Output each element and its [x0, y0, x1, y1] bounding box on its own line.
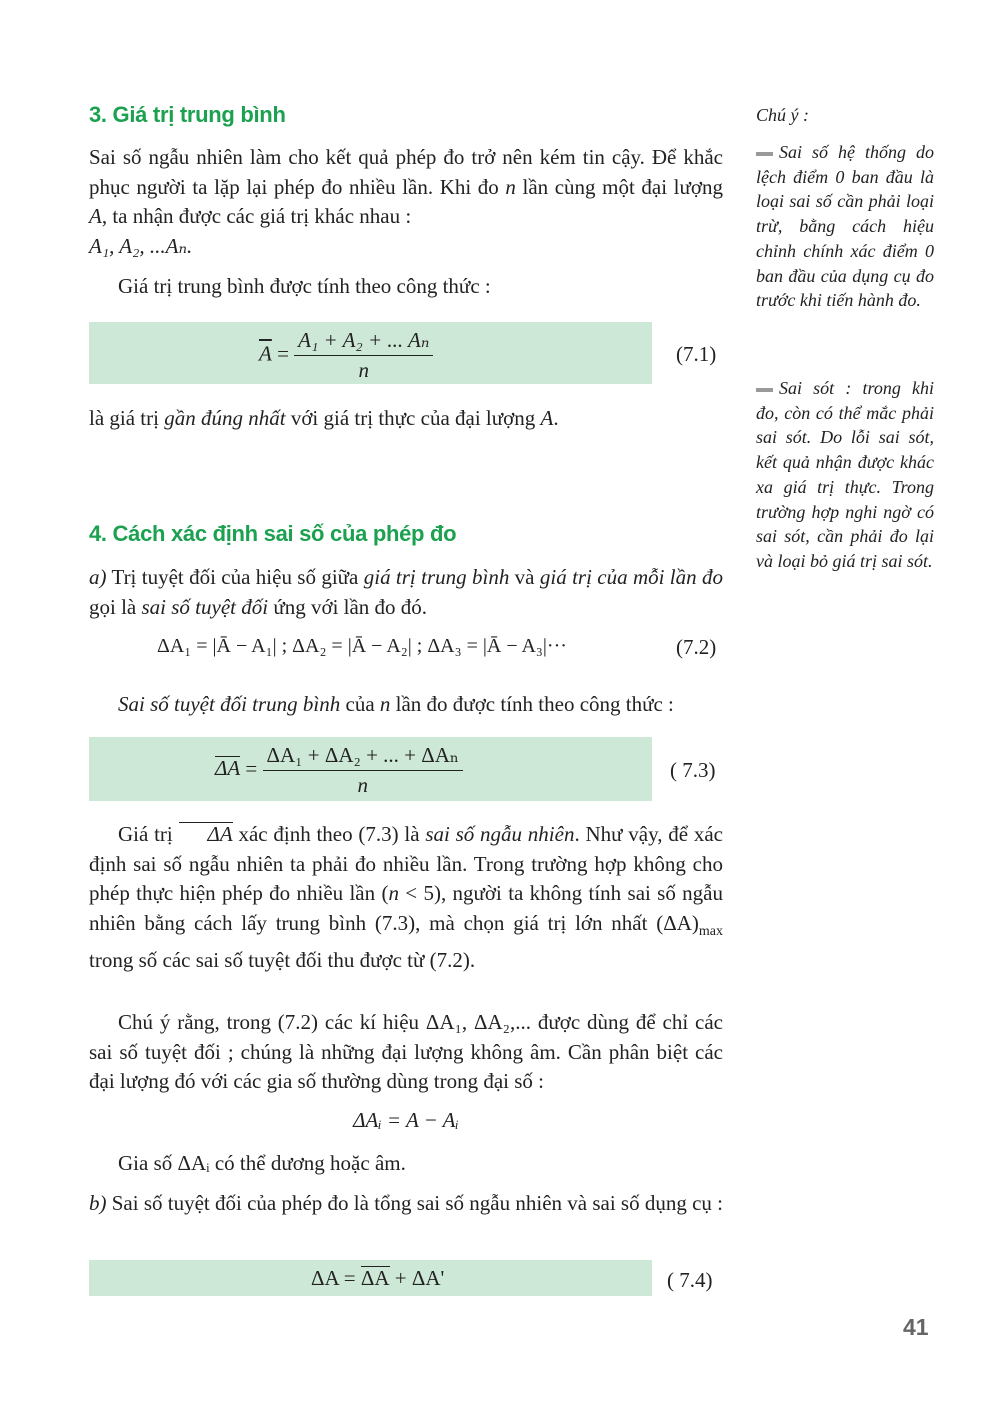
text: của — [340, 692, 380, 716]
text: + ΔA' — [389, 1266, 445, 1290]
text: . — [553, 406, 559, 430]
var-n: n — [388, 881, 399, 905]
equation-number: ( 7.4) — [667, 1268, 713, 1292]
var-n: n — [379, 692, 391, 716]
text: . Như vậy, để xác định sai số ngẫu nhiên ta phải đo nhiều lần. Trong trường hợp không cho phép thực hiện phép đo nhiều lần ( — [89, 822, 724, 905]
emphasis: Sai số tuyệt đối trung bình — [118, 692, 341, 716]
sidebar-note-mistakes — [756, 376, 934, 574]
paragraph-b — [89, 1189, 723, 1219]
denominator: n — [357, 773, 369, 797]
mean-error-symbol: ΔA — [360, 1266, 390, 1290]
mean-symbol: $\overline{A}$ — [259, 341, 272, 366]
text: Sai số ngẫu nhiên làm cho kết quả phép đo trở nên kém tin cậy. Để khắc phục người ta lặp lại phép đo nhiều lần. Khi đo — [89, 145, 723, 199]
mean-error-symbol: ΔA — [179, 822, 233, 846]
note-text: Sai sót : trong khi đo, còn có thể mắc phải sai sót. Do lỗi sai sót, kết quả nhận được khác xa giá trị thực. Trong trường hợp nghi ngờ có sai sót, cần phải đo lại và loại bỏ giá trị sai sót. — [756, 378, 934, 571]
item-label: a) — [89, 565, 107, 589]
dash-bullet-icon — [756, 152, 773, 156]
var-A: A — [540, 406, 554, 430]
subscript-max: max — [698, 923, 723, 939]
dash-bullet-icon — [756, 388, 773, 392]
formula-7-2: ΔA₁ = |Ā − A₁| ; ΔA₂ = |Ā − A₂| ; ΔA₃ = |Ā − A₃|··· — [157, 635, 567, 657]
note-text: Sai số hệ thống do lệch điểm 0 ban đầu là loại sai số cần phải loại trừ, bằng cách hiệu chỉnh chính xác điểm 0 ban đầu của dụng cụ đo trước khi tiến hành đo. — [756, 142, 934, 311]
values-list: A₁, A₂, ...Aₙ. — [89, 233, 193, 258]
paragraph-note-increments: Chú ý rằng, trong (7.2) các kí hiệu ΔA₁, ΔA₂,... được dùng để chỉ các sai số tuyệt đối ; chúng là những đại lượng không âm. Cần phân biệt các đại lượng đó với các gia số thường dùng trong đại số : — [89, 1010, 723, 1093]
page-number: 41 — [903, 1314, 929, 1340]
text: trong số các sai số tuyệt đối thu được từ (7.2). — [89, 948, 476, 972]
text: Trị tuyệt đối của hiệu số giữa — [106, 565, 364, 589]
text: < 5), người ta không tính sai số ngẫu nhiên bằng cách lấy trung bình (7.3), mà chọn giá trị lớn nhất (ΔA) — [89, 881, 724, 935]
emphasis: sai số ngẫu nhiên — [425, 822, 575, 846]
emphasis: sai số tuyệt đối — [141, 594, 269, 619]
formula-7-4 — [311, 1266, 444, 1291]
formula-box-7-4 — [89, 1260, 652, 1296]
text: Sai số tuyệt đối của phép đo là tổng sai số ngẫu nhiên và sai số dụng cụ : — [106, 1191, 723, 1215]
emphasis: gần đúng nhất — [164, 406, 286, 430]
equation-number: (7.1) — [676, 342, 717, 366]
paragraph-increment-sign: Gia số ΔAᵢ có thể dương hoặc âm. — [118, 1151, 406, 1175]
text: xác định theo (7.3) là — [232, 822, 426, 846]
var-n: n — [505, 174, 516, 199]
text: với giá trị thực của đại lượng — [285, 406, 541, 430]
section-heading-mean-value: 3. Giá trị trung bình — [89, 102, 286, 127]
numerator: ΔA₁ + ΔA₂ + ... + ΔAₙ — [263, 743, 464, 771]
text: lần cùng một đại lượng — [515, 174, 723, 199]
text: Giá trị — [118, 822, 179, 846]
emphasis: giá trị trung bình — [363, 565, 510, 589]
text: ứng với lần đo đó. — [268, 594, 428, 619]
paragraph-closest-value — [89, 404, 723, 434]
text: và — [509, 565, 540, 589]
formula-box-7-1 — [89, 322, 652, 384]
text: ΔA = — [311, 1266, 361, 1290]
paragraph-intro — [89, 143, 723, 261]
item-label: b) — [89, 1191, 107, 1215]
mean-error-symbol: ΔA — [215, 756, 241, 781]
equation-number: ( 7.3) — [670, 758, 716, 782]
equation-number: (7.2) — [676, 635, 717, 659]
text: gọi là — [89, 594, 142, 619]
section-heading-error-determination: 4. Cách xác định sai số của phép đo — [89, 521, 457, 546]
fraction — [263, 743, 464, 798]
var-A: A — [89, 204, 102, 228]
increment-formula: ΔAᵢ = A − Aᵢ — [353, 1108, 459, 1132]
text: là giá trị — [89, 406, 165, 430]
sidebar-title: Chú ý : — [756, 105, 809, 125]
emphasis: giá trị của mỗi lần đo — [539, 565, 723, 589]
paragraph-formula-intro: Giá trị trung bình được tính theo công thức : — [118, 274, 491, 298]
formula-7-1: $\overline{A}$ = $\frac{\text{A₁ + A₂ + ... Aₙ}}{n}$ — [259, 328, 433, 383]
formula-increment — [89, 1108, 723, 1133]
paragraph-a — [89, 563, 723, 622]
paragraph-mean-error — [89, 690, 723, 720]
paragraph-random-error — [89, 820, 723, 976]
formula-box-7-3 — [89, 737, 652, 801]
denominator: n — [358, 358, 370, 382]
text: lần đo được tính theo công thức : — [390, 692, 674, 716]
text: , ta nhận được các giá trị khác nhau : — [101, 204, 412, 228]
formula-7-3: ΔA = $\frac{\text{ΔA₁ + ΔA₂ + ... + ΔAₙ}}{n}$ — [215, 743, 463, 798]
numerator: A₁ + A₂ + ... Aₙ — [294, 328, 433, 356]
sidebar-note-systematic-error — [756, 140, 934, 313]
fraction — [294, 328, 433, 383]
